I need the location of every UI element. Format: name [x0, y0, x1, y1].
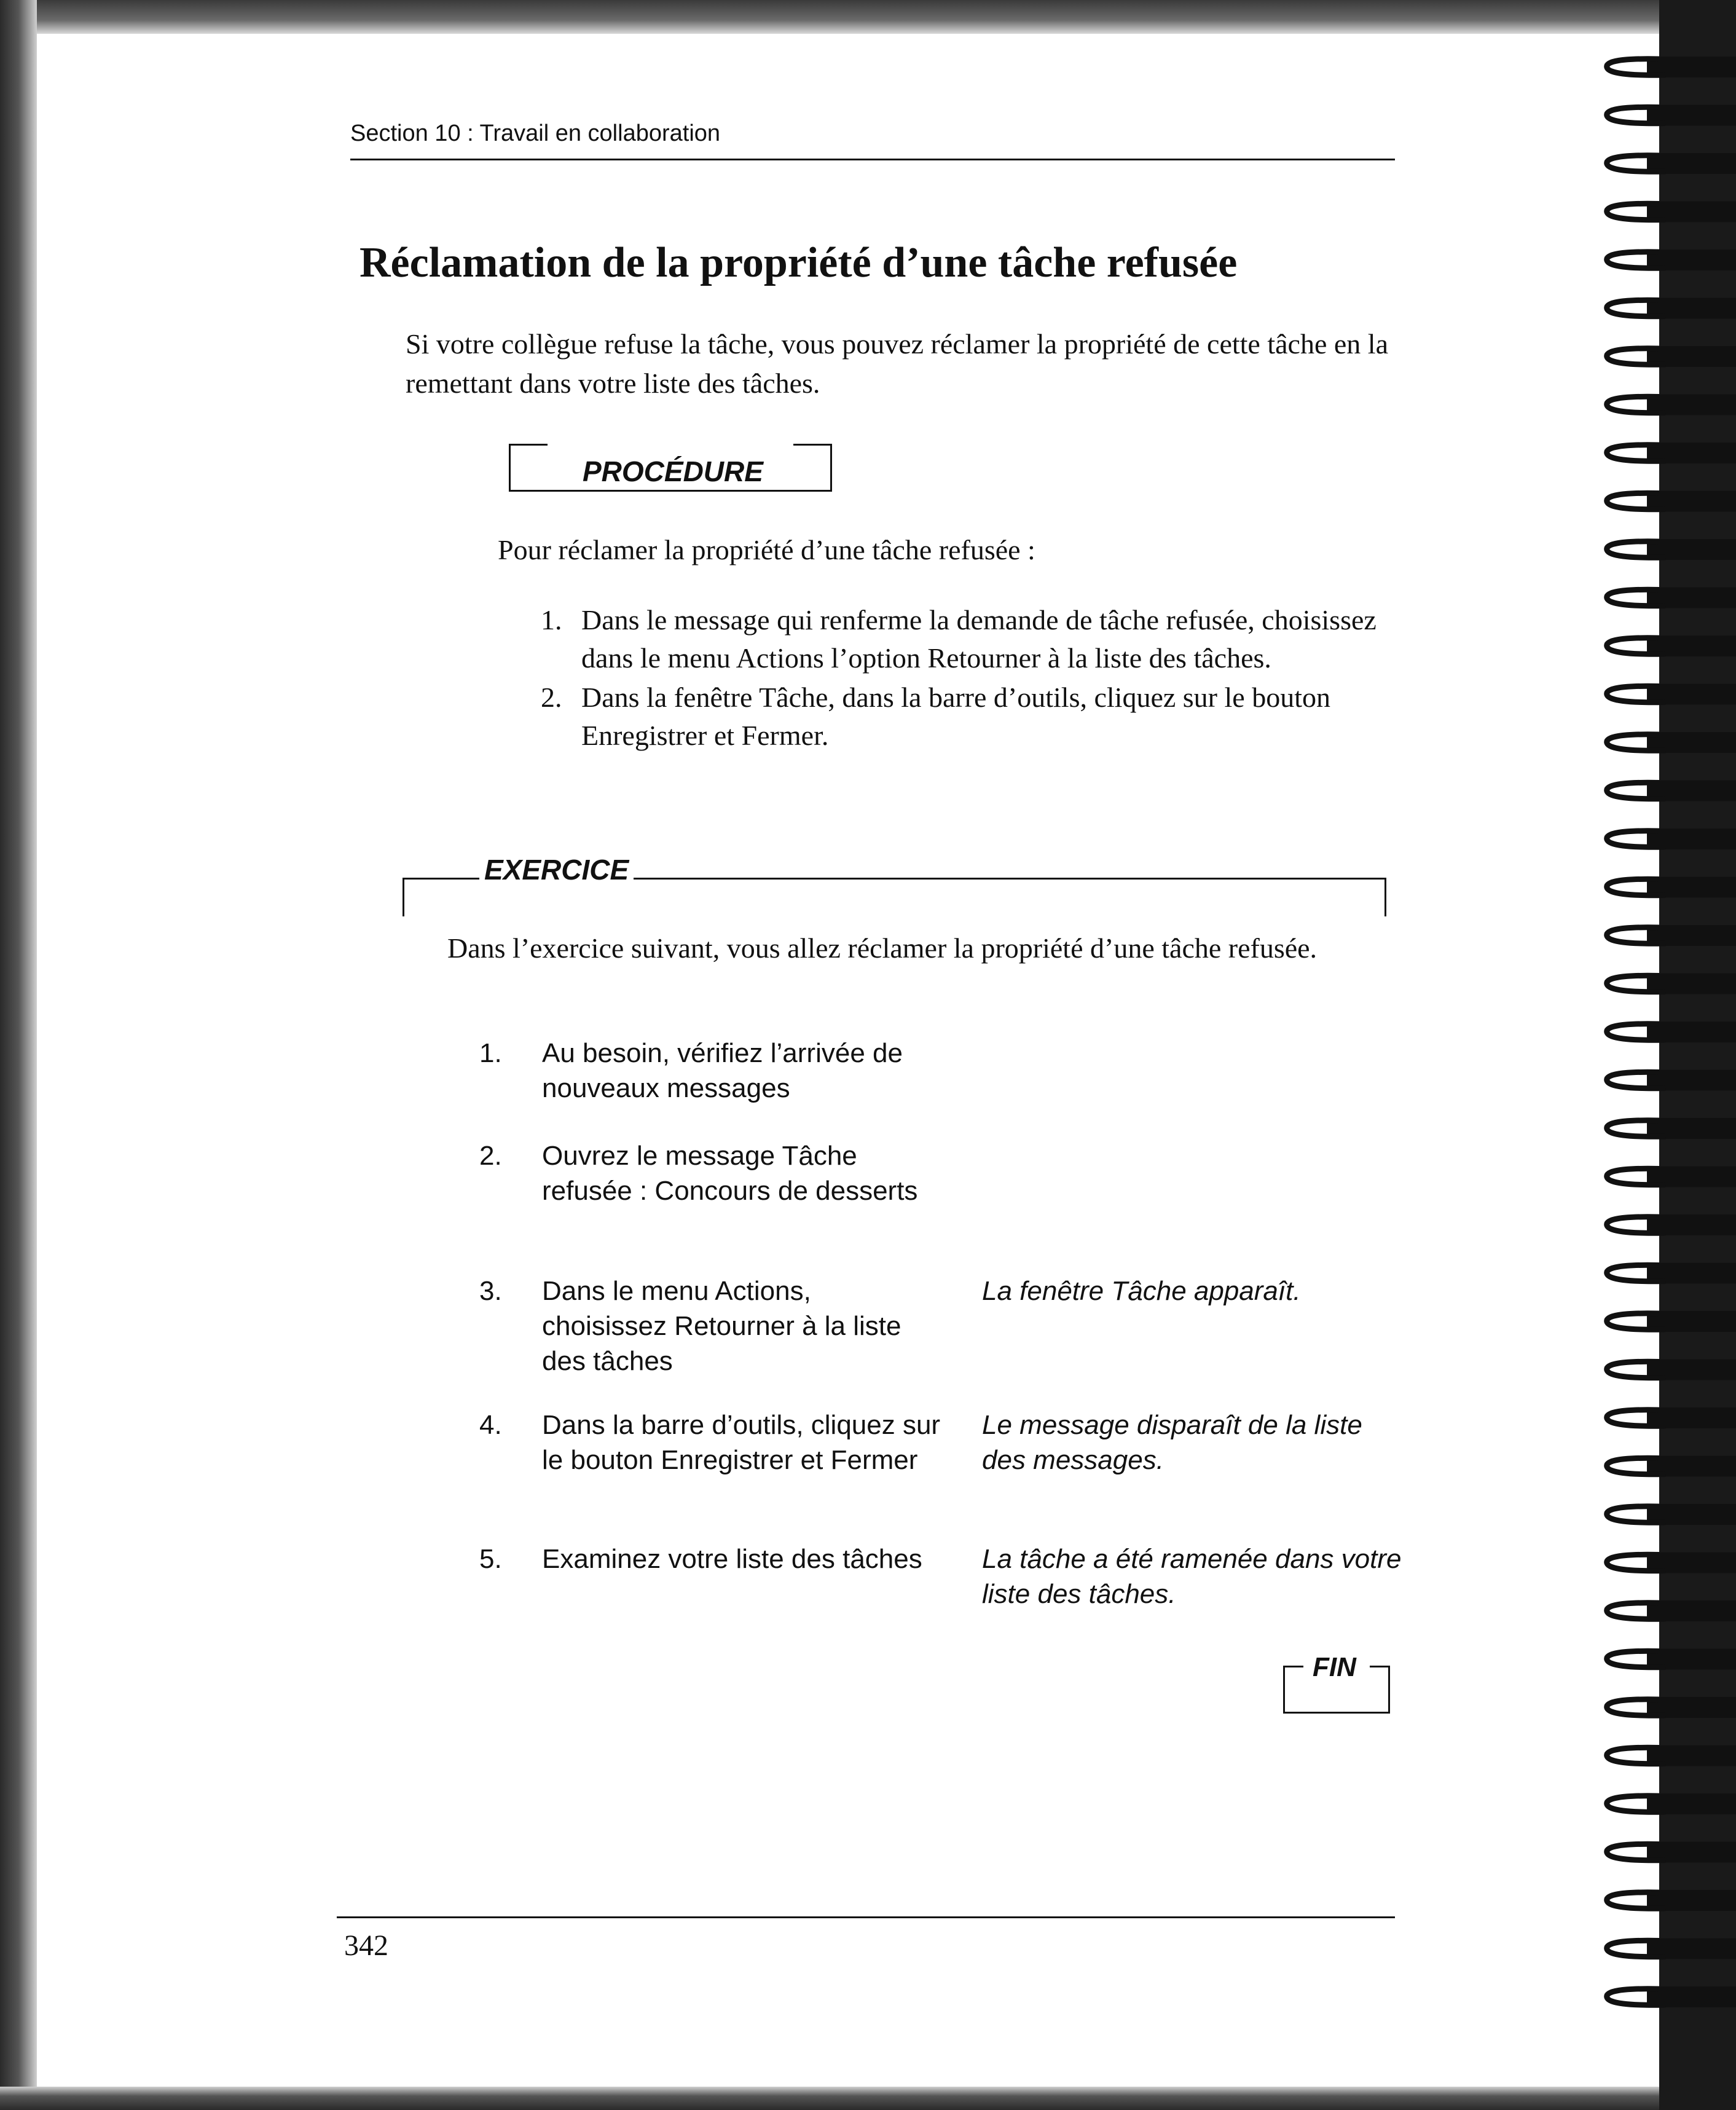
step-text: Dans la fenêtre Tâche, dans la barre d’outils, cliquez sur le bouton Enregistrer et Fermer.	[581, 682, 1330, 751]
exercise-intro: Dans l’exercice suivant, vous allez réclamer la propriété d’une tâche refusée.	[447, 932, 1318, 964]
page-title: Réclamation de la propriété d’une tâche refusée	[359, 239, 1238, 286]
scan-edge-top	[0, 0, 1736, 34]
exercise-step-text: Ouvrez le message Tâche refusée : Concours de desserts	[542, 1141, 918, 1206]
step-number: 2.	[541, 682, 562, 713]
header-rule	[350, 159, 1395, 160]
exercise-step-result: La tâche a été ramenée dans votre liste des tâches.	[982, 1544, 1402, 1609]
exercise-step-number: 2.	[479, 1141, 502, 1171]
exercise-step-number: 5.	[479, 1544, 502, 1574]
exercise-step-result: Le message disparaît de la liste des messages.	[982, 1410, 1362, 1475]
exercise-step-text: Examinez votre liste des tâches	[542, 1544, 922, 1574]
spiral-binding	[1592, 43, 1736, 2041]
section-header: Section 10 : Travail en collaboration	[350, 120, 721, 146]
scan-edge-left	[0, 0, 37, 2110]
exercise-step-text: Au besoin, vérifiez l’arrivée de nouveaux messages	[542, 1038, 903, 1103]
step-number: 1.	[541, 604, 562, 636]
exercise-step-text: Dans la barre d’outils, cliquez sur le bouton Enregistrer et Fermer	[542, 1410, 941, 1475]
page-number: 342	[344, 1929, 388, 1962]
scan-edge-bottom	[0, 2087, 1736, 2110]
procedure-steps	[541, 601, 1401, 756]
intro-paragraph: Si votre collègue refuse la tâche, vous pouvez réclamer la propriété de cette tâche en la remettant dans votre liste des tâches.	[406, 328, 1388, 399]
exercise-step-number: 1.	[479, 1038, 502, 1068]
procedure-label: PROCÉDURE	[576, 455, 769, 488]
procedure-intro: Pour réclamer la propriété d’une tâche refusée :	[498, 534, 1035, 565]
footer-rule	[337, 1916, 1395, 1918]
exercise-step-text: Dans le menu Actions, choisissez Retourner à la liste des tâches	[542, 1276, 901, 1376]
end-label: FIN	[1309, 1652, 1360, 1683]
exercise-label: EXERCICE	[479, 853, 634, 886]
procedure-step	[541, 679, 1401, 755]
exercise-step-result: La fenêtre Tâche apparaît.	[982, 1276, 1301, 1306]
exercise-step-number: 4.	[479, 1410, 502, 1440]
procedure-step	[541, 601, 1401, 677]
exercise-step-number: 3.	[479, 1276, 502, 1306]
step-text: Dans le message qui renferme la demande de tâche refusée, choisissez dans le menu Actions l’option Retourner à la liste des tâches.	[581, 604, 1377, 674]
